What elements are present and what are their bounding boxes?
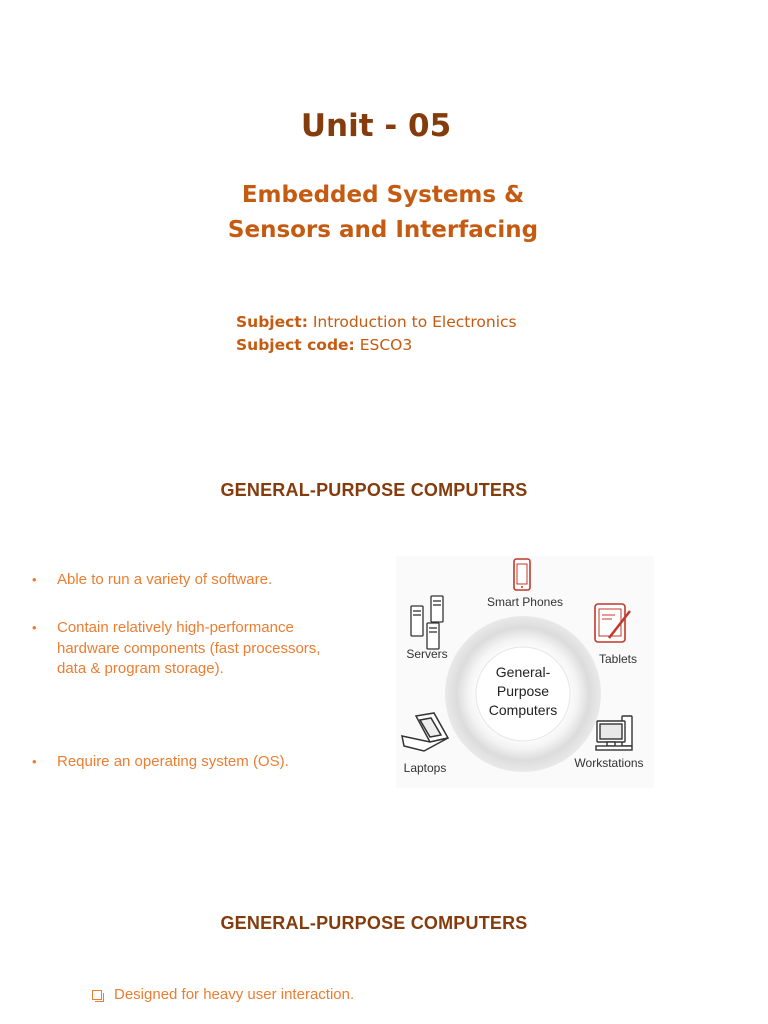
smartphone-icon xyxy=(514,559,530,590)
center-label-line-2: Purpose xyxy=(496,683,550,699)
list-item-text: Designed for heavy user interaction. xyxy=(114,986,355,1003)
subject-code-label: Subject code: xyxy=(236,336,355,354)
subject-info xyxy=(236,311,517,357)
node-label-laptops: Laptops xyxy=(403,761,447,775)
node-label-workstations: Workstations xyxy=(574,756,644,770)
subject-code-value: ESCO3 xyxy=(359,336,413,354)
list-item: • Able to run a variety of software. xyxy=(32,571,273,588)
bullet-list xyxy=(32,570,352,591)
section-heading: GENERAL-PURPOSE COMPUTERS xyxy=(220,480,528,500)
tablet-icon xyxy=(595,604,630,642)
subtitle-line-1: Embedded Systems & xyxy=(241,182,525,208)
node-label-servers: Servers xyxy=(406,647,448,661)
section-heading-2: GENERAL-PURPOSE COMPUTERS xyxy=(220,913,528,933)
bullet-list xyxy=(32,618,352,680)
center-label-line-1: General- xyxy=(495,664,551,680)
checkbox-list-item xyxy=(92,986,354,1003)
list-item: • Require an operating system (OS). xyxy=(32,753,289,770)
subtitle-line-2: Sensors and Interfacing xyxy=(227,217,539,243)
subject-label: Subject: xyxy=(236,313,308,331)
general-purpose-computers-diagram xyxy=(396,556,654,788)
list-item: • Contain relatively high-performance hardware components (fast processors, data & program storage). xyxy=(32,619,321,677)
bullet-list xyxy=(32,752,352,773)
subject-code-row xyxy=(236,334,517,357)
node-label-smart-phones: Smart Phones xyxy=(486,595,564,609)
unit-title: Unit - 05 xyxy=(300,108,452,144)
checkbox-bullet-icon xyxy=(92,990,102,1000)
subject-row xyxy=(236,311,517,334)
node-label-tablets: Tablets xyxy=(598,652,638,666)
subject-value: Introduction to Electronics xyxy=(312,313,517,331)
center-label-line-3: Computers xyxy=(488,702,558,718)
unit-subtitle xyxy=(0,178,766,248)
